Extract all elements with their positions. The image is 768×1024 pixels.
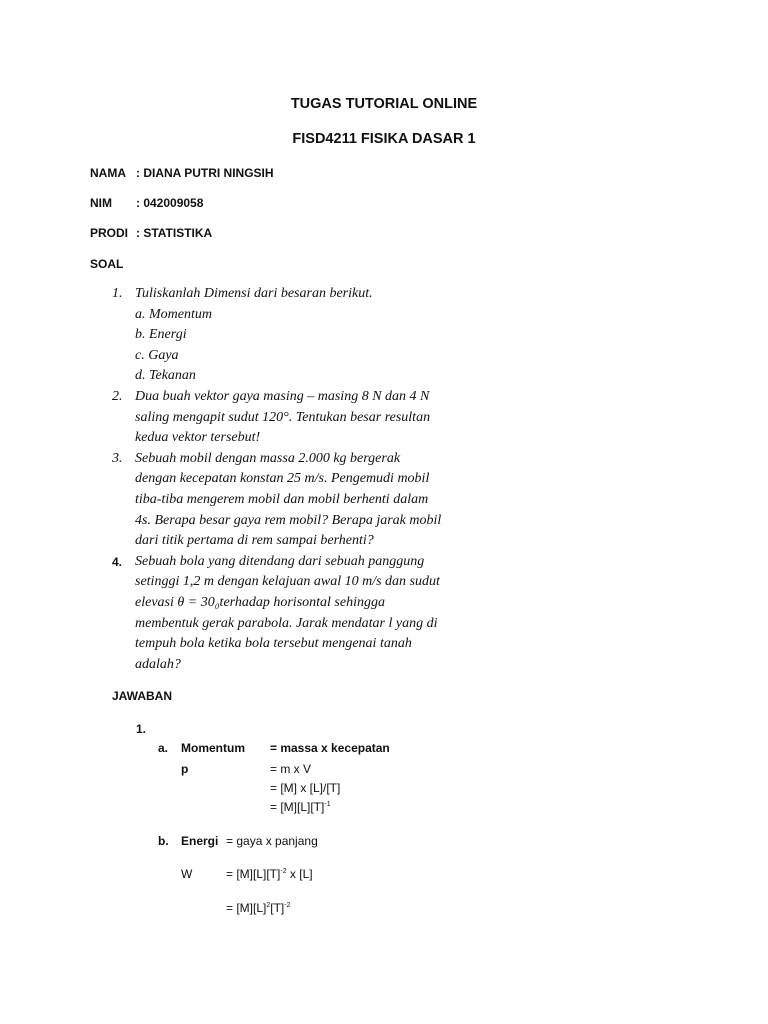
question-line: membentuk gerak parabola. Jarak mendatar l yang di <box>135 615 438 631</box>
question-line: Sebuah bola yang ditendang dari sebuah panggung <box>135 553 425 569</box>
answer-b-term: Energi <box>181 834 219 848</box>
question-line: b. Energi <box>135 327 187 343</box>
answer-a-term: Momentum <box>181 741 245 755</box>
question-line: dari titik pertama di rem sampai berhenti? <box>135 533 374 549</box>
nama-value: : DIANA PUTRI NINGSIH <box>136 166 274 180</box>
answer-a-eq1: = massa x kecepatan <box>270 741 390 755</box>
question-1 <box>108 284 508 387</box>
answer-b-eq3-part: [T] <box>270 901 285 915</box>
answer-a-eq4-exponent: -1 <box>324 801 331 808</box>
answer-b-eq3-part: = [M][L] <box>226 901 267 915</box>
question-line: Tuliskanlah Dimensi dari besaran berikut. <box>135 286 373 301</box>
answer-b-letter: b. <box>158 834 169 848</box>
question-2 <box>108 387 508 449</box>
question-line: tempuh bola ketika bola tersebut mengenai tanah <box>135 636 412 652</box>
course-title: FISD4211 FISIKA DASAR 1 <box>292 131 476 147</box>
question-line: dengan kecepatan konstan 25 m/s. Pengemudi mobil <box>135 471 430 487</box>
answer-a-letter: a. <box>158 741 169 755</box>
nim-label: NIM <box>90 196 112 210</box>
question-line: a. Momentum <box>135 306 212 322</box>
question-number: 4. <box>112 554 123 569</box>
question-list <box>108 284 508 675</box>
answer-number: 1. <box>136 722 147 736</box>
jawaban-heading: JAWABAN <box>112 689 173 703</box>
soal-heading: SOAL <box>90 257 124 271</box>
question-line: adalah? <box>135 656 181 672</box>
answer-b-symbol: W <box>181 867 193 881</box>
answer-b-eq3 <box>226 901 291 915</box>
question-line: tiba-tiba mengerem mobil dan mobil berhenti dalam <box>135 491 429 507</box>
prodi-label: PRODI <box>90 226 129 240</box>
prodi-value: : STATISTIKA <box>136 226 213 240</box>
question-line: kedua vektor tersebut! <box>135 430 261 446</box>
question-line: Dua buah vektor gaya masing – masing 8 N dan 4 N <box>135 388 430 404</box>
question-line: d. Tekanan <box>135 368 196 384</box>
answer-b-eq2 <box>226 867 313 881</box>
answer-b-eq3-exponent: -2 <box>284 902 291 909</box>
answer-b-eq2-exponent: -2 <box>280 868 287 875</box>
document-title: TUGAS TUTORIAL ONLINE <box>290 96 478 112</box>
answer-a-eq3: = [M] x [L]/[T] <box>270 781 341 795</box>
answer-b-eq1: = gaya x panjang <box>226 834 318 848</box>
question-4 <box>108 552 508 676</box>
answer-a-symbol: p <box>181 762 189 776</box>
question-line: 4s. Berapa besar gaya rem mobil? Berapa jarak mobil <box>135 512 442 528</box>
question-line: c. Gaya <box>135 347 179 363</box>
question-3 <box>108 449 508 552</box>
answer-a-eq4-base: = [M][L][T] <box>270 800 325 814</box>
answer-b-eq3-exponent: 2 <box>266 902 271 909</box>
answer-a-eq4 <box>270 800 331 814</box>
answer-a-eq2: = m x V <box>270 762 312 776</box>
question-number: 1. <box>112 286 123 301</box>
answer-b-eq2-tail: x [L] <box>286 867 313 881</box>
nama-label: NAMA <box>90 166 126 180</box>
question-number: 3. <box>112 450 123 466</box>
answer-b-eq2-base: = [M][L][T] <box>226 867 281 881</box>
question-line: elevasi θ = 30₀terhadap horisontal sehingga <box>135 594 385 610</box>
question-line: Sebuah mobil dengan massa 2.000 kg bergerak <box>135 450 401 466</box>
question-line: setinggi 1,2 m dengan kelajuan awal 10 m/s dan sudut <box>135 574 440 590</box>
nim-value: : 042009058 <box>136 196 204 210</box>
question-line: saling mengapit sudut 120°. Tentukan besar resultan <box>135 409 431 425</box>
question-number: 2. <box>112 388 123 404</box>
